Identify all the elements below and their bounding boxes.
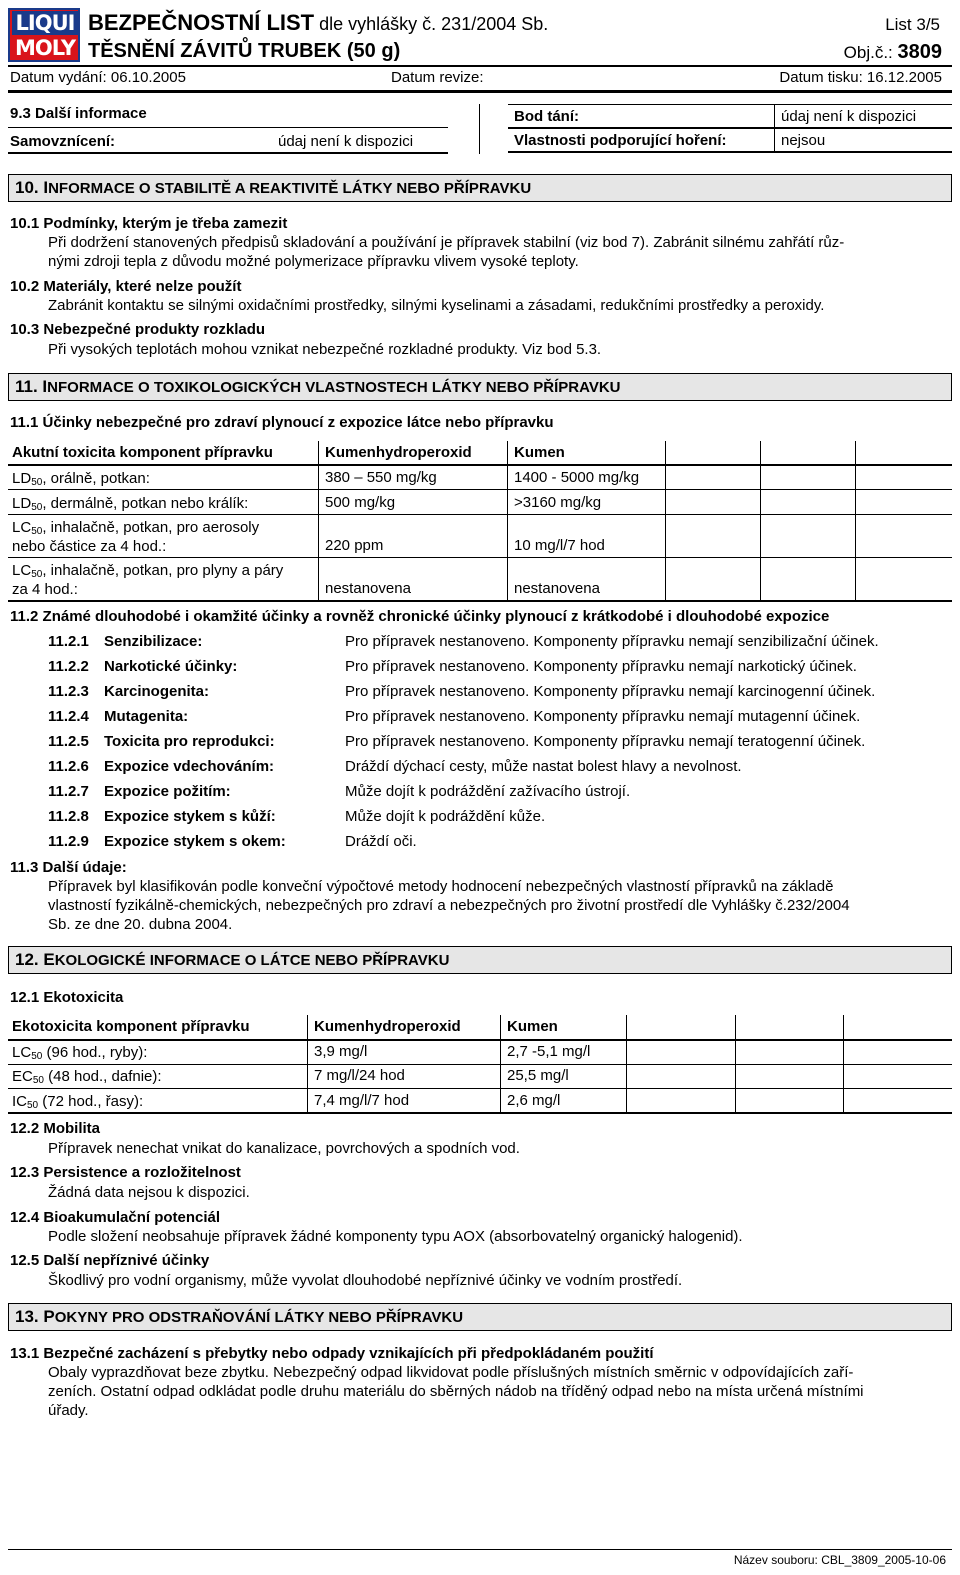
product-name: TĚSNĚNÍ ZÁVITŮ TRUBEK (50 g): [88, 40, 401, 62]
section-12-header: [8, 946, 952, 974]
eco-header-col2: Kumen: [507, 1018, 558, 1035]
s10-3-heading: 10.3 Nebezpečné produkty rozkladu: [10, 321, 266, 338]
header-bottom-rule: [8, 90, 952, 93]
print-date: Datum tisku: 16.12.2005: [779, 69, 942, 86]
effect-7-label: Expozice požitím:: [104, 783, 231, 800]
table-row: [12, 561, 283, 599]
tox-row3-label-line2: nebo částice za 4 hod.:: [12, 538, 167, 555]
s13-1-text-2: zeních. Ostatní odpad odkládat podle druhu materiálu do sběrných nádob na tříděný odpad nebo na místa určená místními: [48, 1383, 864, 1400]
s12-first-letter: E: [43, 950, 55, 969]
s9-right-inner-divider: [774, 104, 775, 152]
tox-row3-col1: 220 ppm: [325, 537, 384, 554]
self-ignition-value: údaj není k dispozici: [278, 133, 414, 150]
logo-line1: LIQUI: [12, 11, 78, 35]
s9-right-rule-top: [508, 104, 952, 105]
liqui-moly-logo: [8, 8, 80, 62]
s12-5-heading: 12.5 Další nepříznivé účinky: [10, 1252, 210, 1269]
footer-filename: Název souboru: CBL_3809_2005-10-06: [733, 1553, 946, 1567]
tox-row1-rule: [8, 489, 952, 490]
s12-num: 12.: [15, 950, 44, 969]
s11-first-letter: I: [42, 377, 48, 396]
s10-1-text-2: nými zdroji tepla z důvodu možné polymerizace přípravku vlivem vysoké teploty.: [48, 253, 579, 270]
s10-1-heading: 10.1 Podmínky, kterým je třeba zamezit: [10, 215, 288, 232]
s9-column-divider: [479, 104, 480, 154]
tox-row3-label-sub: 50: [31, 526, 43, 537]
order-label: Obj.č.:: [843, 43, 898, 62]
effect-1-label: Senzibilizace:: [104, 633, 203, 650]
effect-4-label: Mutagenita:: [104, 708, 189, 725]
tox-col-divider-3: [665, 441, 666, 601]
order-value: 3809: [897, 41, 942, 63]
effect-2-value: Pro přípravek nestanoveno. Komponenty přípravku nemají narkotický účinek.: [345, 658, 857, 675]
s13-1-heading: 13.1 Bezpečné zacházení s přebytky nebo odpady vznikajících při předpokládaném použití: [10, 1345, 654, 1362]
effect-5-num: 11.2.5: [48, 733, 89, 750]
effect-4-num: 11.2.4: [48, 708, 89, 725]
eco-col-divider-1: [307, 1015, 308, 1113]
s11-num: 11.: [15, 377, 43, 396]
eco-row3-label-sub: 50: [27, 1100, 39, 1111]
effect-9-label: Expozice stykem s okem:: [104, 833, 286, 850]
effect-6-num: 11.2.6: [48, 758, 89, 775]
title-main: BEZPEČNOSTNÍ LIST: [88, 10, 315, 35]
s12-3-text: Žádná data nejsou k dispozici.: [48, 1184, 250, 1201]
eco-header-rule: [8, 1039, 952, 1041]
tox-row2-label-post: , dermálně, potkan nebo králík:: [42, 495, 249, 512]
effect-8-value: Může dojít k podráždění kůže.: [345, 808, 546, 825]
eco-row1-col2: 2,7 -5,1 mg/l: [507, 1043, 591, 1060]
eco-header-component: Ekotoxicita komponent přípravku: [12, 1018, 250, 1035]
eco-row3-label-post: (72 hod., řasy):: [38, 1093, 144, 1110]
s13-1-text-3: úřady.: [48, 1402, 89, 1419]
title-sub: dle vyhlášky č. 231/2004 Sb.: [314, 14, 549, 34]
s12-5-text: Škodlivý pro vodní organismy, může vyvolat dlouhodobé nepříznivé účinky ve vodním prostředí.: [48, 1272, 683, 1289]
eco-col-divider-4: [735, 1015, 736, 1113]
eco-bottom-rule: [8, 1112, 952, 1114]
fire-support-label: Vlastnosti podporující hoření:: [514, 132, 727, 149]
effect-9-num: 11.2.9: [48, 833, 89, 850]
document-title: [88, 10, 548, 37]
s10-2-text: Zabránit kontaktu se silnými oxidačními prostředky, silnými kyselinami a zásadami, redukčními prostředky a peroxidy.: [48, 297, 825, 314]
eco-row1-label-pre: LC: [12, 1044, 32, 1061]
tox-row2-rule: [8, 514, 952, 515]
tox-col-divider-5: [855, 441, 856, 601]
table-row: [12, 1067, 162, 1086]
s11-title: NFORMACE O TOXIKOLOGICKÝCH VLASTNOSTECH LÁTKY NEBO PŘÍPRAVKU: [47, 379, 621, 396]
table-row: [12, 1043, 147, 1062]
section-13-header: [8, 1303, 952, 1331]
tox-row3-label-post: , inhalačně, potkan, pro aerosoly: [42, 519, 260, 536]
tox-row2-label-pre: LD: [12, 495, 32, 512]
s12-title: KOLOGICKÉ INFORMACE O LÁTCE NEBO PŘÍPRAVKU: [54, 952, 450, 969]
tox-row4-label-post: , inhalačně, potkan, pro plyny a páry: [42, 562, 284, 579]
effect-6-label: Expozice vdechováním:: [104, 758, 275, 775]
s10-title: NFORMACE O STABILITĚ A REAKTIVITĚ LÁTKY NEBO PŘÍPRAVKU: [48, 180, 532, 197]
tox-col-divider-2: [507, 441, 508, 601]
eco-row1-col1: 3,9 mg/l: [314, 1043, 368, 1060]
s10-3-text: Při vysokých teplotách mohou vznikat nebezpečné rozkladné produkty. Viz bod 5.3.: [48, 341, 602, 358]
tox-row1-label-pre: LD: [12, 470, 32, 487]
effect-9-value: Dráždí oči.: [345, 833, 417, 850]
s13-title: OKYNY PRO ODSTRAŇOVÁNÍ LÁTKY NEBO PŘÍPRAVKU: [54, 1309, 464, 1326]
effect-5-label: Toxicita pro reprodukci:: [104, 733, 275, 750]
tox-row2-col2: >3160 mg/kg: [514, 494, 602, 511]
tox-row1-label-post: , orálně, potkan:: [42, 470, 150, 487]
effect-2-label: Narkotické účinky:: [104, 658, 238, 675]
effect-3-value: Pro přípravek nestanoveno. Komponenty přípravku nemají karcinogenní účinek.: [345, 683, 876, 700]
eco-row2-col2: 25,5 mg/l: [507, 1067, 569, 1084]
order-number: [844, 41, 942, 64]
effect-2-num: 11.2.2: [48, 658, 89, 675]
s9-heading: 9.3 Další informace: [10, 105, 147, 122]
eco-col-divider-3: [626, 1015, 627, 1113]
effect-5-value: Pro přípravek nestanoveno. Komponenty přípravku nemají teratogenní účinek.: [345, 733, 866, 750]
s13-1-text-1: Obaly vyprazdňovat beze zbytku. Nebezpečný odpad likvidovat podle příslušných místních směrnic v odpovídajících zaří-: [48, 1364, 854, 1381]
page-indicator: List 3/5: [885, 15, 940, 34]
eco-row2-label-post: (48 hod., dafnie):: [43, 1068, 162, 1085]
tox-row1-label-sub: 50: [31, 477, 43, 488]
issue-date: Datum vydání: 06.10.2005: [10, 69, 186, 86]
effect-3-label: Karcinogenita:: [104, 683, 210, 700]
s12-3-heading: 12.3 Persistence a rozložitelnost: [10, 1164, 241, 1181]
effect-4-value: Pro přípravek nestanoveno. Komponenty přípravku nemají mutagenní účinek.: [345, 708, 861, 725]
eco-row3-col1: 7,4 mg/l/7 hod: [314, 1092, 410, 1109]
table-row: [12, 494, 248, 513]
tox-header-col2: Kumen: [514, 444, 565, 461]
tox-bottom-rule: [8, 600, 952, 602]
effect-7-num: 11.2.7: [48, 783, 89, 800]
s9-right-rule-bottom: [508, 151, 952, 153]
tox-row3-col2: 10 mg/l/7 hod: [514, 537, 605, 554]
s11-2-heading: 11.2 Známé dlouhodobé i okamžité účinky a rovněž chronické účinky plynoucí z krátkodobé i dlouhodobé expozice: [10, 608, 830, 625]
eco-col-divider-2: [500, 1015, 501, 1113]
s10-2-heading: 10.2 Materiály, které nelze použít: [10, 278, 242, 295]
tox-row4-label-pre: LC: [12, 562, 32, 579]
tox-header-rule: [8, 464, 952, 466]
effect-7-value: Může dojít k podráždění zažívacího ústrojí.: [345, 783, 631, 800]
table-row: [12, 1092, 143, 1111]
s9-right-rule-mid: [508, 127, 952, 129]
tox-row1-col1: 380 – 550 mg/kg: [325, 469, 437, 486]
eco-header-col1: Kumenhydroperoxid: [314, 1018, 461, 1035]
eco-row2-rule: [8, 1088, 952, 1089]
tox-row1-col2: 1400 - 5000 mg/kg: [514, 469, 640, 486]
tox-row2-label-sub: 50: [31, 502, 43, 513]
logo-line2: MOLY: [14, 36, 76, 60]
tox-header-col1: Kumenhydroperoxid: [325, 444, 472, 461]
effect-1-value: Pro přípravek nestanoveno. Komponenty přípravku nemají senzibilizační účinek.: [345, 633, 879, 650]
effect-3-num: 11.2.3: [48, 683, 89, 700]
section-10-header: [8, 174, 952, 202]
tox-col-divider-4: [760, 441, 761, 601]
melting-point-value: údaj není k dispozici: [781, 108, 917, 125]
s11-3-heading: 11.3 Další údaje:: [10, 859, 127, 876]
section-11-header: [8, 373, 952, 401]
effect-8-label: Expozice stykem s kůží:: [104, 808, 276, 825]
eco-row2-col1: 7 mg/l/24 hod: [314, 1067, 405, 1084]
tox-row4-col2: nestanovena: [514, 580, 600, 597]
tox-row4-col1: nestanovena: [325, 580, 411, 597]
eco-row2-label-pre: EC: [12, 1068, 33, 1085]
eco-row1-label-post: (96 hod., ryby):: [42, 1044, 148, 1061]
effect-1-num: 11.2.1: [48, 633, 89, 650]
s11-3-text-2: vlastností fyzikálně-chemických, nebezpečných pro zdraví a nebezpečných pro životní prostředí dle Vyhlášky č.232/2004: [48, 897, 850, 914]
eco-col-divider-5: [843, 1015, 844, 1113]
eco-row3-label-pre: IC: [12, 1093, 27, 1110]
s12-1-heading: [10, 989, 123, 1007]
table-row: [12, 469, 150, 488]
s9-left-rule-bottom: [8, 152, 448, 154]
s10-1-text-1: Při dodržení stanovených předpisů skladování a používání je přípravek stabilní (viz bod 7). Zabránit silnému zahřátí růz-: [48, 234, 845, 251]
s12-4-heading: 12.4 Bioakumulační potenciál: [10, 1209, 221, 1226]
tox-row2-col1: 500 mg/kg: [325, 494, 396, 511]
footer-rule: [8, 1549, 952, 1550]
revision-date: Datum revize:: [391, 69, 484, 86]
effect-8-num: 11.2.8: [48, 808, 89, 825]
header-divider: [8, 65, 952, 67]
tox-header-component: Akutní toxicita komponent přípravku: [12, 444, 273, 461]
effect-6-value: Dráždí dýchací cesty, může nastat bolest hlavy a nevolnost.: [345, 758, 742, 775]
s9-left-rule-top: [8, 127, 448, 128]
tox-row4-label-line2: za 4 hod.:: [12, 581, 78, 598]
s10-num: 10.: [15, 178, 44, 197]
s11-1-heading: 11.1 Účinky nebezpečné pro zdraví plynoucí z expozice látce nebo přípravku: [10, 414, 554, 431]
eco-row1-rule: [8, 1064, 952, 1065]
tox-row3-label-pre: LC: [12, 519, 32, 536]
s12-2-heading: 12.2 Mobilita: [10, 1120, 101, 1137]
s10-first-letter: I: [43, 178, 49, 197]
tox-row4-label-sub: 50: [31, 569, 43, 580]
tox-col-divider-1: [318, 441, 319, 601]
table-row: [12, 518, 259, 556]
fire-support-value: nejsou: [781, 132, 826, 149]
s11-3-text-1: Přípravek byl klasifikován podle konveční výpočtové metody hodnocení nebezpečných vlastností přípravků na základě: [48, 878, 834, 895]
eco-row1-label-sub: 50: [31, 1051, 43, 1062]
melting-point-label: Bod tání:: [514, 108, 579, 125]
self-ignition-label: Samovznícení:: [10, 133, 116, 150]
eco-row2-label-sub: 50: [32, 1075, 44, 1086]
s13-num: 13.: [15, 1307, 44, 1326]
eco-row3-col2: 2,6 mg/l: [507, 1092, 561, 1109]
s12-1-heading-text: 12.1 Ekotoxicita: [10, 989, 124, 1006]
tox-row3-rule: [8, 557, 952, 558]
s11-3-text-3: Sb. ze dne 20. dubna 2004.: [48, 916, 233, 933]
s12-2-text: Přípravek nenechat vnikat do kanalizace, povrchových a spodních vod.: [48, 1140, 520, 1157]
s13-first-letter: P: [43, 1307, 55, 1326]
s12-4-text: Podle složení neobsahuje přípravek žádné komponenty typu AOX (absorbovatelný organický halogenid).: [48, 1228, 743, 1245]
